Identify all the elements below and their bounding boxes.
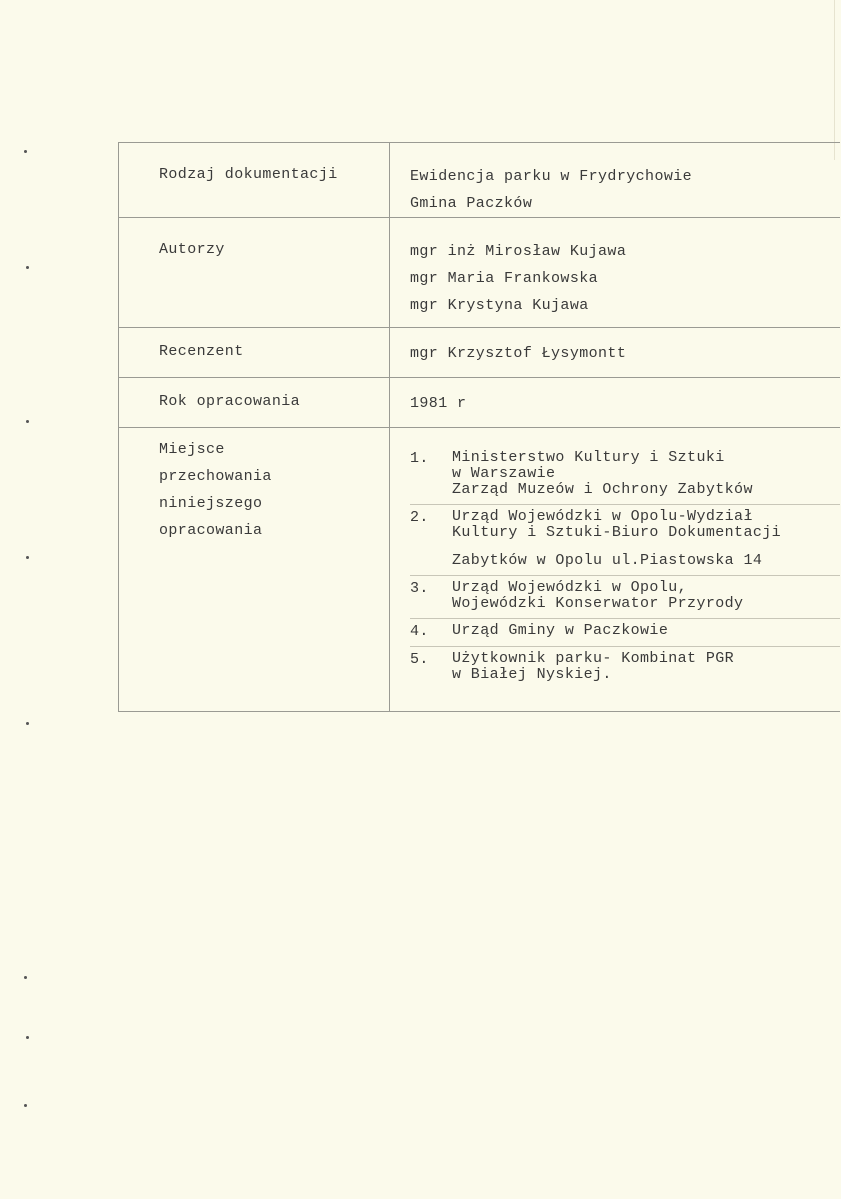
margin-dot <box>26 722 29 725</box>
value-line: mgr Krzysztof Łysymontt <box>410 345 627 362</box>
list-item-line: Ministerstwo Kultury i Sztuki <box>452 449 725 466</box>
margin-dot <box>26 266 29 269</box>
list-item-line: Urząd Wojewódzki w Opolu, <box>452 579 688 596</box>
value-line: mgr inż Mirosław Kujawa <box>410 243 627 260</box>
row-label <box>119 428 389 544</box>
value-line: Gmina Paczków <box>410 195 533 212</box>
list-item-number: 1. <box>410 450 429 467</box>
list-item-number: 2. <box>410 509 429 526</box>
row-value <box>390 218 840 319</box>
documentation-table <box>118 142 840 712</box>
list-item-number: 4. <box>410 623 429 640</box>
list-item-number: 3. <box>410 580 429 597</box>
value-cell <box>390 328 841 378</box>
label-line: opracowania <box>159 522 263 539</box>
row-label: Recenzent <box>159 343 244 360</box>
list-item-text <box>452 509 840 569</box>
margin-dot <box>24 976 27 979</box>
list-item <box>410 505 840 576</box>
value-line: 1981 r <box>410 395 467 412</box>
list-item <box>410 576 840 619</box>
margin-dot <box>26 556 29 559</box>
label-cell <box>119 328 390 378</box>
row-label: Autorzy <box>159 241 225 258</box>
label-line: niniejszego <box>159 495 263 512</box>
list-item <box>410 619 840 647</box>
list-item-text <box>452 623 840 640</box>
table-row-reviewer <box>119 328 841 378</box>
page-edge-line <box>834 0 835 160</box>
table-row-storage-places <box>119 428 841 712</box>
value-cell <box>390 143 841 218</box>
margin-dot <box>26 420 29 423</box>
list-item-line: w Białej Nyskiej. <box>452 666 612 683</box>
label-cell <box>119 428 390 712</box>
value-line: mgr Maria Frankowska <box>410 270 599 287</box>
list-item-text <box>452 651 840 683</box>
table-row-year <box>119 378 841 428</box>
label-line: Miejsce <box>159 441 225 458</box>
row-value <box>390 143 840 217</box>
list-item-line: Zabytków w Opolu ul.Piastowska 14 <box>452 552 763 569</box>
table-row-authors <box>119 218 841 328</box>
value-line: mgr Krystyna Kujawa <box>410 297 589 314</box>
list-item-number: 5. <box>410 651 429 668</box>
list-item-line: Urząd Gminy w Paczkowie <box>452 622 669 639</box>
label-cell <box>119 378 390 428</box>
list-item-line: Zarząd Muzeów i Ochrony Zabytków <box>452 481 753 498</box>
row-value <box>390 328 840 367</box>
value-line: Ewidencja parku w Frydrychowie <box>410 168 693 185</box>
list-item-text <box>452 580 840 612</box>
margin-dot <box>26 1036 29 1039</box>
value-cell <box>390 428 841 712</box>
storage-list <box>390 428 840 689</box>
value-cell <box>390 378 841 428</box>
row-value <box>390 378 840 417</box>
list-item-line: Kultury i Sztuki-Biuro Dokumentacji <box>452 524 782 541</box>
list-item-line: Wojewódzki Konserwator Przyrody <box>452 595 744 612</box>
value-cell <box>390 218 841 328</box>
table-row-documentation-type <box>119 143 841 218</box>
row-label: Rodzaj dokumentacji <box>159 166 338 183</box>
label-line: przechowania <box>159 468 272 485</box>
list-item-line: w Warszawie <box>452 465 556 482</box>
list-item-line: Urząd Wojewódzki w Opolu-Wydział <box>452 508 753 525</box>
label-cell <box>119 143 390 218</box>
list-item <box>410 647 840 689</box>
margin-dot <box>24 1104 27 1107</box>
margin-dot <box>24 150 27 153</box>
list-item-text <box>452 450 840 498</box>
row-label: Rok opracowania <box>159 393 301 410</box>
label-cell <box>119 218 390 328</box>
list-item <box>410 446 840 505</box>
list-item-line: Użytkownik parku- Kombinat PGR <box>452 650 735 667</box>
